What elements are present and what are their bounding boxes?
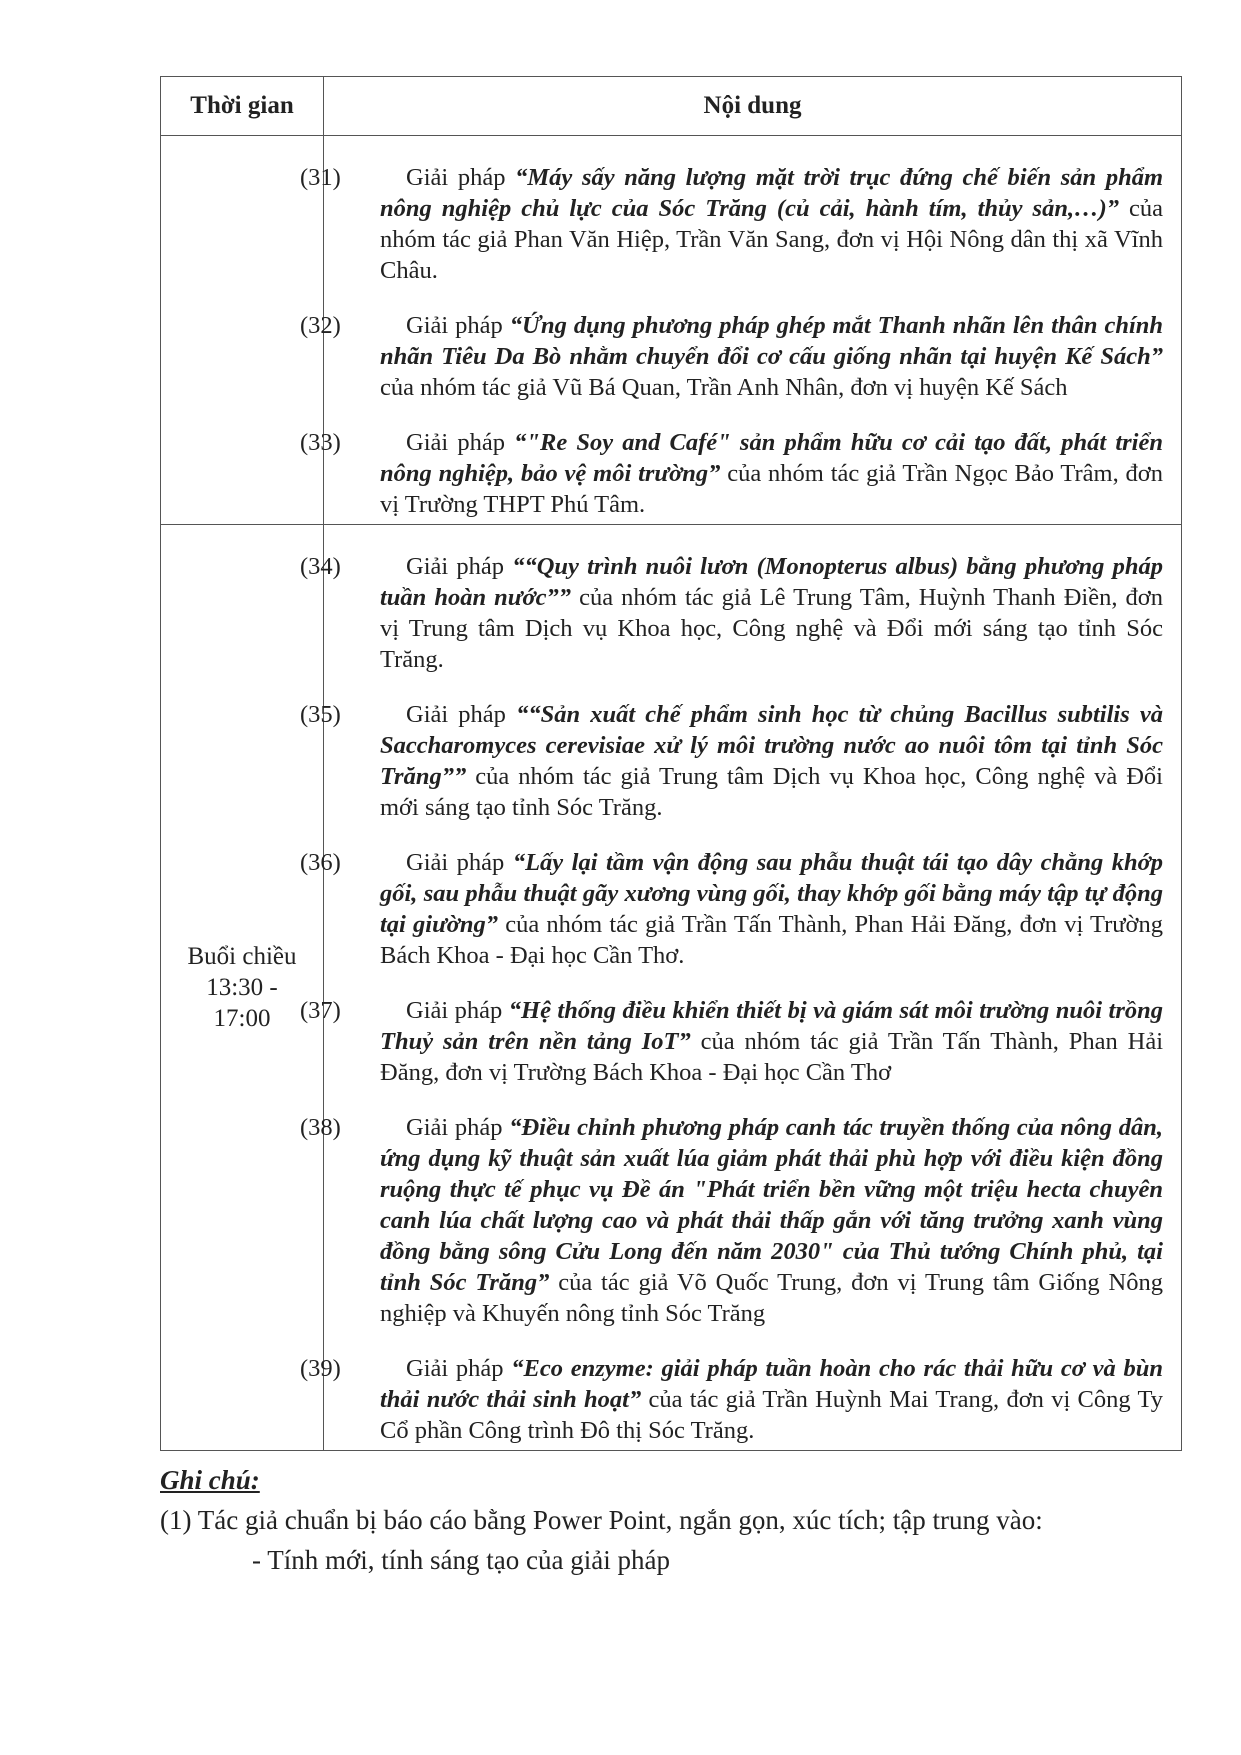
header-time: Thời gian [161,77,324,136]
item-prefix: Giải pháp [406,701,517,728]
list-item [300,699,1163,823]
item-number: (37) [300,997,341,1024]
item-prefix: Giải pháp [406,997,509,1024]
item-prefix: Giải pháp [406,849,513,876]
document-page [160,76,1181,1578]
table-body [161,136,1182,1451]
note-line-1: (1) Tác giả chuẩn bị báo cáo bằng Power Point, ngắn gọn, xúc tích; tập trung vào: [160,1505,1043,1535]
time-cell [161,525,324,1451]
item-description: của nhóm tác giả Phan Văn Hiệp, Trần Văn Sang, đơn vị Hội Nông dân thị xã Vĩnh Châu. [380,195,1164,284]
content-cell [300,525,1182,1451]
item-title: ““Sản xuất chế phẩm sinh học từ chủng Bacillus subtilis và Saccharomyces cerevisiae xử lý môi trường nước ao nuôi tôm tại tỉnh Sóc Trăng”” [380,701,1163,790]
item-prefix: Giải pháp [406,1114,510,1141]
item-title: “Lấy lại tầm vận động sau phẫu thuật tái tạo dây chằng khớp gối, sau phẫu thuật gãy xương vùng gối, thay khớp gối bằng máy tập tự động tại giường” [380,849,1163,938]
item-title: ““Quy trình nuôi lươn (Monopterus albus) bằng phương pháp tuần hoàn nước”” [380,553,1163,611]
item-prefix: Giải pháp [406,429,515,456]
list-item [300,995,1164,1088]
header-content: Nội dung [324,77,1182,136]
notes-title: Ghi chú: [160,1465,260,1495]
time-line: 13:30 - [206,974,278,1001]
list-item [300,847,1163,971]
item-title: “Điều chỉnh phương pháp canh tác truyền thống của nông dân, ứng dụng kỹ thuật sản xuất lúa giảm phát thải phù hợp với điều kiện đồng ruộng thực tế phục vụ Đề án "Phát triển bền vững một triệu hecta chuyên canh lúa chất lượng cao và phát thải thấp gắn với tăng trưởng xanh vùng đồng bằng sông Cửu Long đến năm 2030" của Thủ tướng Chính phủ, tại tỉnh Sóc Trăng” [380,1114,1163,1296]
item-title: “"Re Soy and Café" sản phẩm hữu cơ cải tạo đất, phát triển nông nghiệp, bảo vệ môi trường” [380,429,1163,487]
time-line: 17:00 [213,1005,271,1032]
item-description: của nhóm tác giả Lê Trung Tâm, Huỳnh Thanh Điền, đơn vị Trung tâm Dịch vụ Khoa học, Công nghệ và Đổi mới sáng tạo tỉnh Sóc Trăng. [380,584,1164,673]
item-number: (34) [300,553,341,580]
item-number: (35) [300,701,341,728]
item-prefix: Giải pháp [406,312,510,339]
list-item [300,1353,1163,1446]
item-description: của nhóm tác giả Trần Ngọc Bảo Trâm, đơn vị Trường THPT Phú Tâm. [380,460,1163,518]
time-line: Buổi chiều [187,943,297,970]
item-number: (32) [300,312,341,339]
item-title: “Eco enzyme: giải pháp tuần hoàn cho rác thải hữu cơ và bùn thải nước thải sinh hoạt” [380,1355,1163,1413]
item-prefix: Giải pháp [406,553,513,580]
table-row [161,525,1182,1451]
item-description: của nhóm tác giả Vũ Bá Quan, Trần Anh Nhân, đơn vị huyện Kế Sách [380,374,1068,401]
item-description: của tác giả Trần Huỳnh Mai Trang, đơn vị Công Ty Cổ phần Công trình Đô thị Sóc Trăng. [380,1386,1163,1444]
item-number: (33) [300,429,341,456]
item-prefix: Giải pháp [406,164,516,191]
item-description: của tác giả Võ Quốc Trung, đơn vị Trung tâm Giống Nông nghiệp và Khuyến nông tỉnh Sóc Trăng [380,1269,1163,1327]
item-title: “Hệ thống điều khiển thiết bị và giám sát môi trường nuôi trồng Thuỷ sản trên nền tảng IoT” [380,997,1163,1055]
item-title: “Ứng dụng phương pháp ghép mắt Thanh nhãn lên thân chính nhãn Tiêu Da Bò nhằm chuyển đổi cơ cấu giống nhãn tại huyện Kế Sách” [380,312,1164,370]
list-item [300,1112,1163,1329]
table-header-row [161,77,1182,136]
item-description: của nhóm tác giả Trần Tấn Thành, Phan Hải Đăng, đơn vị Trường Bách Khoa - Đại học Cần Thơ [380,1028,1164,1086]
item-number: (39) [300,1355,341,1382]
content-cell [300,136,1182,525]
list-item [300,427,1163,520]
item-description: của nhóm tác giả Trần Tấn Thành, Phan Hải Đăng, đơn vị Trường Bách Khoa - Đại học Cần Thơ. [380,911,1163,969]
list-item [300,162,1164,286]
schedule-table [160,76,1182,1451]
list-item [300,310,1164,403]
item-description: của nhóm tác giả Trung tâm Dịch vụ Khoa học, Công nghệ và Đổi mới sáng tạo tỉnh Sóc Trăng. [380,763,1163,821]
table-row [161,136,1182,525]
item-prefix: Giải pháp [406,1355,512,1382]
note-sub-1: - Tính mới, tính sáng tạo của giải pháp [252,1545,670,1575]
item-title: “Máy sấy năng lượng mặt trời trục đứng chế biến sản phẩm nông nghiệp chủ lực của Sóc Trăng (củ cải, hành tím, thủy sản,…)” [380,164,1163,222]
list-item [300,551,1164,675]
item-number: (31) [300,164,341,191]
item-number: (38) [300,1114,341,1141]
item-number: (36) [300,849,341,876]
